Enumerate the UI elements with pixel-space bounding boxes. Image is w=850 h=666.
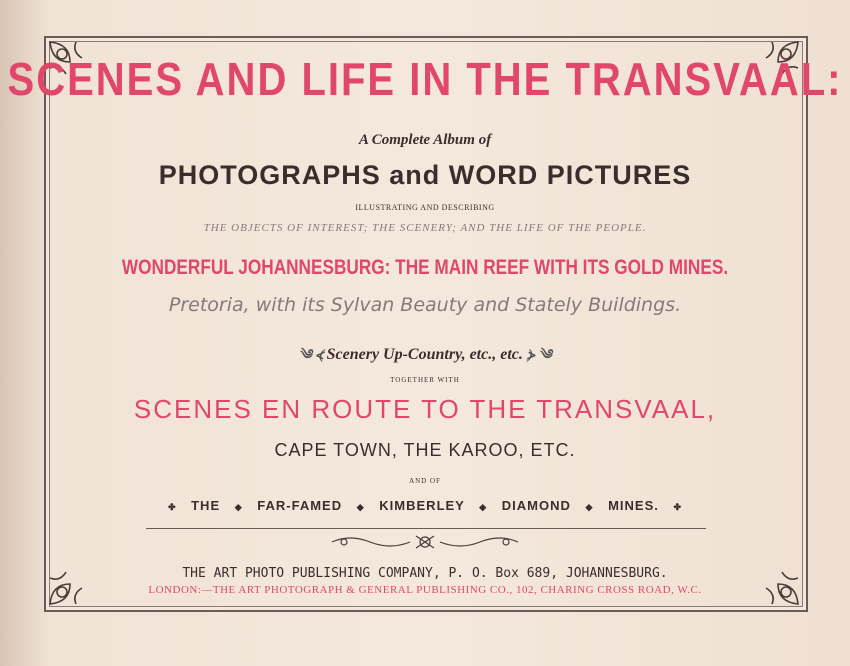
flourish-icon: ✤ xyxy=(673,502,683,512)
and-of-text: AND OF xyxy=(409,477,441,485)
scenery-text: Scenery Up-Country, etc., etc. xyxy=(326,346,523,363)
flourish-icon: ⦔ ༄ xyxy=(526,348,552,363)
page-title: SCENES AND LIFE IN THE TRANSVAAL: xyxy=(7,54,843,106)
album-subtitle: A Complete Album of xyxy=(358,132,492,148)
divider-rule xyxy=(146,528,706,529)
flourish-icon: ༄ ⦓ xyxy=(298,348,327,363)
photographs-heading: PHOTOGRAPHS and WORD PICTURES xyxy=(158,160,692,190)
illustrating-text: ILLUSTRATING AND DESCRIBING xyxy=(355,203,495,212)
diamond-separator-icon: ◆ xyxy=(356,502,365,512)
kimberley-word: FAR-FAMED xyxy=(257,498,343,513)
london-line: LONDON:—THE ART PHOTOGRAPH & GENERAL PUBLISHING CO., 102, CHARING CROSS ROAD, W.C. xyxy=(148,584,702,596)
kimberley-line xyxy=(0,498,850,513)
diamond-separator-icon: ◆ xyxy=(585,502,594,512)
en-route-heading: SCENES EN ROUTE TO THE TRANSVAAL, xyxy=(133,394,717,424)
scroll-ornament-icon xyxy=(330,532,520,552)
kimberley-word: THE xyxy=(191,498,221,513)
scenery-line xyxy=(0,338,850,378)
kimberley-word: MINES. xyxy=(608,498,659,513)
page-border xyxy=(44,36,808,612)
diamond-separator-icon: ◆ xyxy=(479,502,488,512)
publisher-line: THE ART PHOTO PUBLISHING COMPANY, P. O. Box 689, JOHANNESBURG. xyxy=(182,566,668,581)
cape-town-text: CAPE TOWN, THE KAROO, ETC. xyxy=(274,440,576,460)
diamond-separator-icon: ◆ xyxy=(234,502,243,512)
kimberley-word: KIMBERLEY xyxy=(379,498,465,513)
objects-text: THE OBJECTS OF INTEREST; THE SCENERY; AND THE LIFE OF THE PEOPLE. xyxy=(203,222,647,234)
kimberley-word: DIAMOND xyxy=(501,498,571,513)
together-with-text: TOGETHER WITH xyxy=(390,376,460,384)
flourish-icon: ✤ xyxy=(167,502,177,512)
pretoria-text: Pretoria, with its Sylvan Beauty and Stately Buildings. xyxy=(168,294,682,316)
johannesburg-heading: WONDERFUL JOHANNESBURG: THE MAIN REEF WITH ITS GOLD MINES. xyxy=(121,256,729,279)
